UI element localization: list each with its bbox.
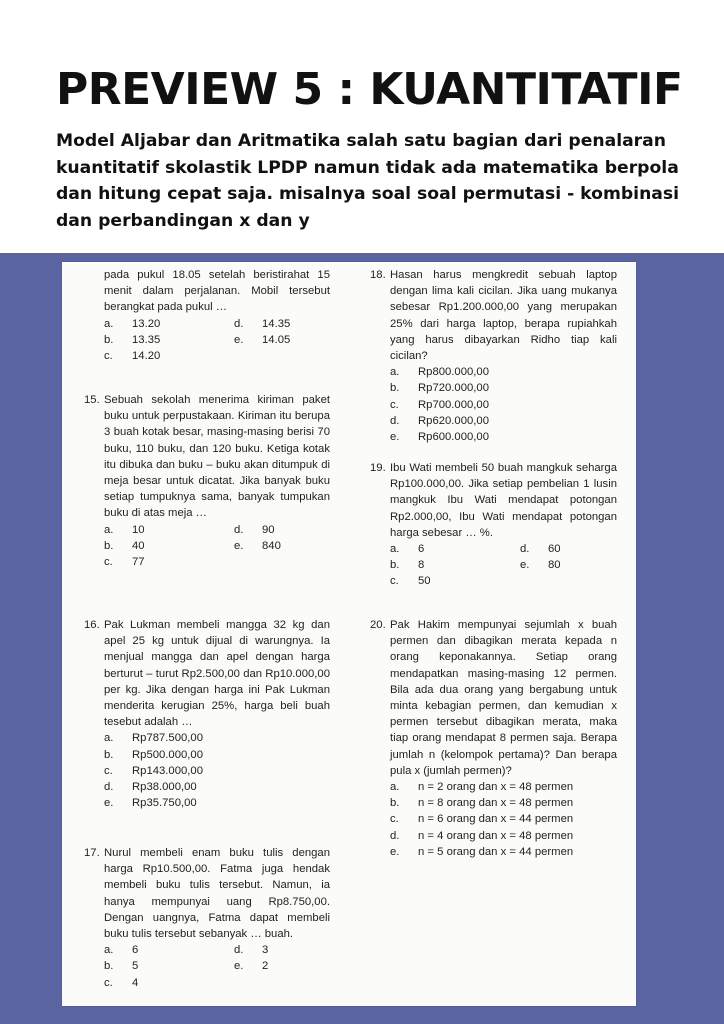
option: c. 14.20 <box>104 350 161 363</box>
options-list <box>104 730 330 811</box>
page-title: PREVIEW 5 : KUANTITATIF <box>56 64 683 115</box>
options-list <box>104 522 330 571</box>
option: e. Rp35.750,00 <box>104 797 197 810</box>
option: a. 13.20 <box>104 317 161 330</box>
option: b. Rp500.000,00 <box>104 748 203 761</box>
worksheet-scan <box>62 262 636 1006</box>
question-stem: Pak Hakim mempunyai sejumlah x buah permen dan dibagikan merata kepada n orang keponakannya. Setiap orang mendapatkan masing-masing 12 permen. Bila ada dua orang yang bergabung untuk minta kebagian permen, dan kemudian x permen tersebut dibagikan merata, maka tiap orang mendapat 8 permen saja. Berapa jumlah n (kelompok pertama)? Dan berapa pula x (jumlah permen)? <box>390 619 617 777</box>
option: b. 13.35 <box>104 333 161 346</box>
question-19 <box>370 460 617 590</box>
option: b. 5 <box>104 960 139 973</box>
option: a. Rp787.500,00 <box>104 732 203 745</box>
question-18 <box>370 267 617 445</box>
question-number: 16. <box>84 619 100 631</box>
option: d. 3 <box>234 944 269 957</box>
option: c. 77 <box>104 556 145 569</box>
option: e. 80 <box>520 559 561 572</box>
options-list <box>104 942 330 991</box>
options-list <box>390 779 617 860</box>
question-number: 17. <box>84 847 100 859</box>
page-header <box>0 0 724 253</box>
option: c. Rp700.000,00 <box>390 398 489 411</box>
question-number: 20. <box>370 619 386 631</box>
option: a. Rp800.000,00 <box>390 366 489 379</box>
question-17 <box>84 845 330 991</box>
question-stem: Ibu Wati membeli 50 buah mangkuk seharga Rp100.000,00. Jika setiap pembelian 1 lusin mangkuk Ibu Wati mendapat potongan Rp2.000,00, Ibu Wati mendapat potongan harga sebesar … %. <box>390 462 617 539</box>
option: a. n = 2 orang dan x = 48 permen <box>390 781 574 794</box>
option: a. 6 <box>390 543 425 556</box>
option: d. n = 4 orang dan x = 48 permen <box>390 829 574 842</box>
option: b. n = 8 orang dan x = 48 permen <box>390 797 574 810</box>
option: d. 14.35 <box>234 317 291 330</box>
options-list <box>104 316 330 365</box>
question-stem: Sebuah sekolah menerima kiriman paket buku untuk perpustakaan. Kiriman itu berupa 3 buah kotak besar, masing-masing berisi 70 buku, 110 buku, dan 120 buku. Ketiga kotak itu dibuka dan buku – buku akan ditumpuk di meja besar untuk dicatat. Jika banyak buku setiap tumpuknya sama, banyak tumpukan buku di atas meja … <box>104 394 330 520</box>
question-number: 19. <box>370 462 386 474</box>
option: b. 40 <box>104 539 145 552</box>
option: c. n = 6 orang dan x = 44 permen <box>390 813 574 826</box>
option: d. 60 <box>520 543 561 556</box>
question-14-continued <box>104 267 330 364</box>
option: c. 50 <box>390 575 431 588</box>
option: e. 840 <box>234 539 281 552</box>
option: d. Rp38.000,00 <box>104 781 197 794</box>
option: e. 2 <box>234 960 269 973</box>
option: d. Rp620.000,00 <box>390 414 489 427</box>
question-stem: pada pukul 18.05 setelah beristirahat 15 menit dalam perjalanan. Mobil tersebut berangkat pada pukul … <box>104 269 330 314</box>
option: d. 90 <box>234 523 275 536</box>
question-stem: Hasan harus mengkredit sebuah laptop dengan lima kali cicilan. Jika uang mukanya sebesar Rp1.200.000,00 yang merupakan 25% dari harga laptop, berapa rupiahkah yang harus dibayarkan Ridho tiap kali cicilan? <box>390 269 617 363</box>
question-16 <box>84 617 330 811</box>
option: e. 14.05 <box>234 333 291 346</box>
option: c. 4 <box>104 976 139 989</box>
options-list <box>390 364 617 445</box>
question-stem: Pak Lukman membeli mangga 32 kg dan apel 25 kg untuk dijual di warungnya. Ia menjual mangga dan apel dengan harga berturut – turut Rp2.500,00 dan Rp10.000,00 per kg. Jika dengan harga ini Pak Lukman menderita kerugian 25%, harga beli buah tesebut adalah … <box>104 619 330 729</box>
option: a. 6 <box>104 944 139 957</box>
option: e. n = 5 orang dan x = 44 permen <box>390 845 574 858</box>
question-15 <box>84 392 330 570</box>
question-stem: Nurul membeli enam buku tulis dengan harga Rp10.500,00. Fatma juga hendak membeli buku tulis tersebut. Namun, ia hanya mempunyai uang Rp8.750,00. Dengan uangnya, Fatma dapat membeli buku tulis tersebut sebanyak … buah. <box>104 847 330 941</box>
option: b. Rp720.000,00 <box>390 382 489 395</box>
page-subtitle: Model Aljabar dan Aritmatika salah satu bagian dari penalaran kuantitatif skolastik LPDP namun tidak ada matematika berpola dan hitung cepat saja. misalnya soal soal permutasi - kombinasi dan perbandingan x dan y <box>56 131 680 231</box>
question-20 <box>370 617 617 860</box>
option: b. 8 <box>390 559 425 572</box>
question-number: 15. <box>84 394 100 406</box>
question-number: 18. <box>370 269 386 281</box>
option: a. 10 <box>104 523 145 536</box>
option: e. Rp600.000,00 <box>390 431 489 444</box>
option: c. Rp143.000,00 <box>104 764 203 777</box>
options-list <box>390 541 617 590</box>
